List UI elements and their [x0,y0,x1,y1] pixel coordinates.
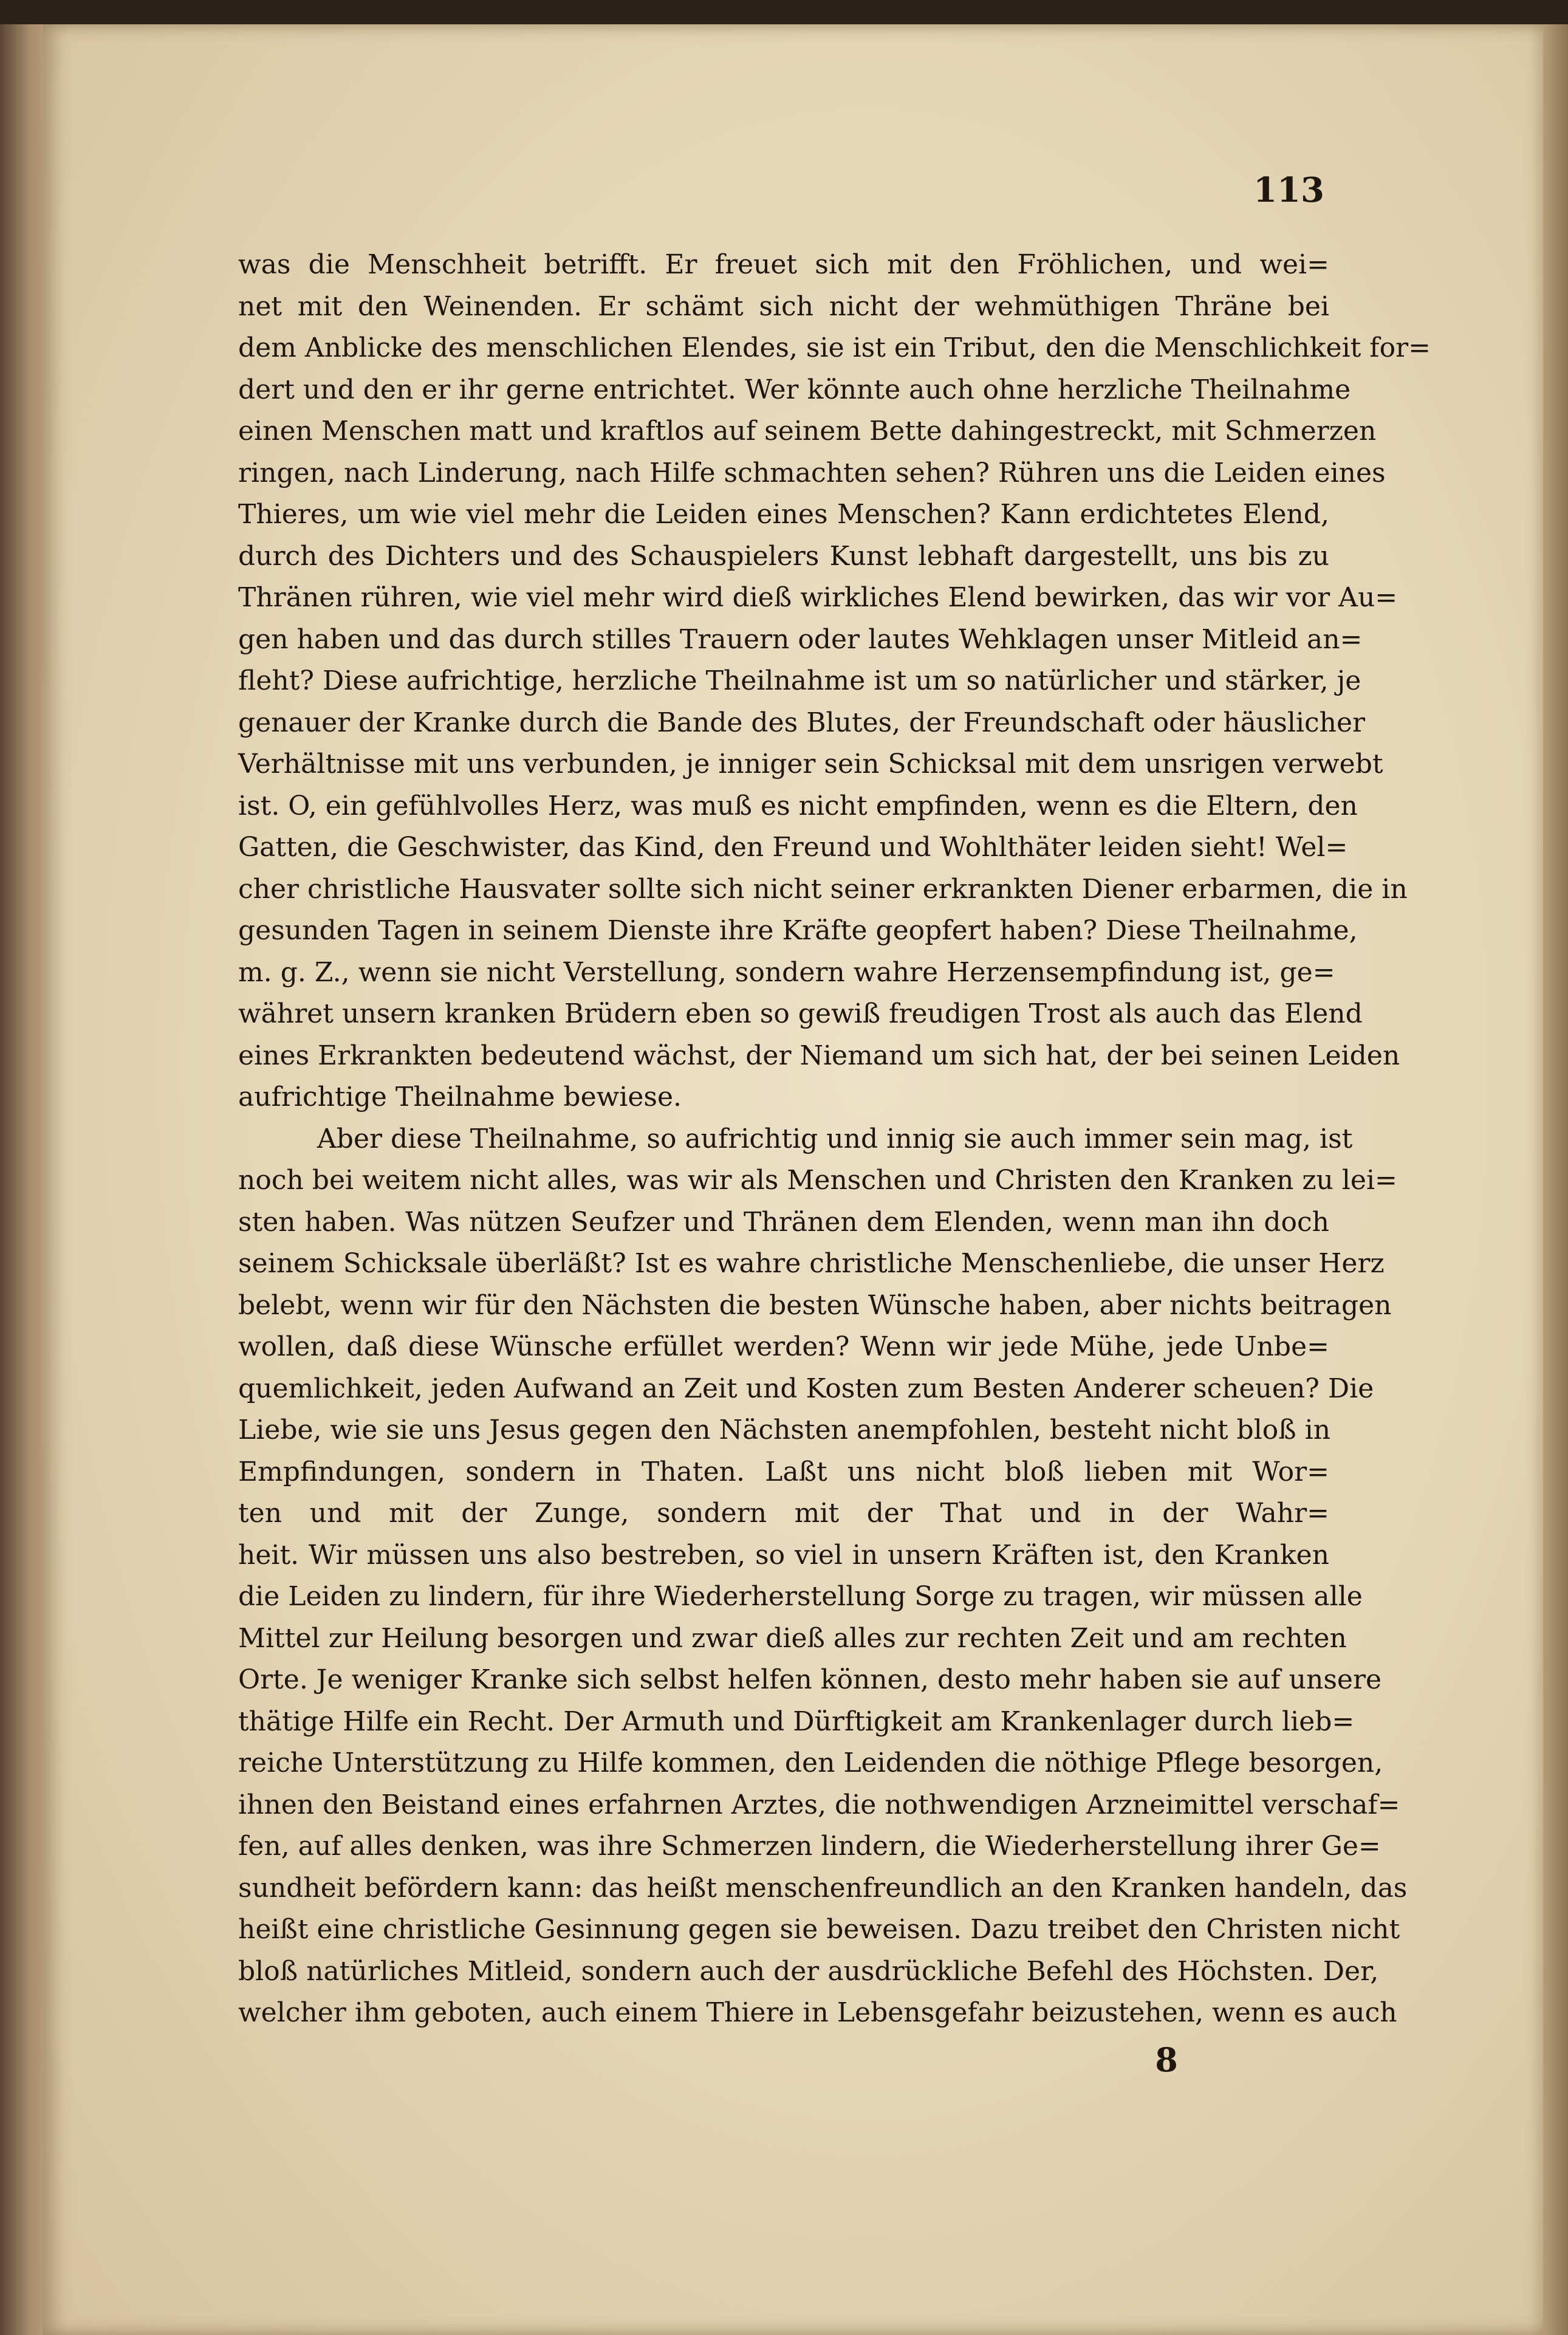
body-text [238,244,1431,2034]
text-line: Verhältnisse mit uns verbunden, je inniger sein Schicksal mit dem unsrigen verwebt [238,749,1383,780]
text-line: genauer der Kranke durch die Bande des Blutes, der Freundschaft oder häuslicher [238,707,1366,738]
text-line: aufrichtige Theilnahme bewiese. [238,1082,682,1113]
text-line: bloß natürliches Mitleid, sondern auch der ausdrückliche Befehl des Höchsten. Der, [238,1955,1379,1987]
text-line: Gatten, die Geschwister, das Kind, den Freund und Wohlthäter leiden sieht! Wel= [238,832,1348,863]
text-line: wollen, daß diese Wünsche erfüllet werden? Wenn wir jede Mühe, jede Unbe= [238,1331,1329,1362]
text-line: dert und den er ihr gerne entrichtet. Wer könnte auch ohne herzliche Theilnahme [238,374,1351,405]
text-line: was die Menschheit betrifft. Er freuet sich mit den Fröhlichen, und wei= [238,249,1329,280]
text-line: einen Menschen matt und kraftlos auf seinem Bette dahingestreckt, mit Schmerzen [238,416,1377,447]
page-number: 113 [1253,170,1324,210]
text-line: dem Anblicke des menschlichen Elendes, sie ist ein Tribut, den die Menschlichkeit for= [238,332,1431,363]
text-line: thätige Hilfe ein Recht. Der Armuth und Dürftigkeit am Krankenlager durch lieb= [238,1706,1355,1737]
text-line: ringen, nach Linderung, nach Hilfe schmachten sehen? Rühren uns die Leiden eines [238,457,1386,489]
text-line: gen haben und das durch stilles Trauern oder lautes Wehklagen unser Mitleid an= [238,623,1363,655]
text-line: Mittel zur Heilung besorgen und zwar dieß alles zur rechten Zeit und am rechten [238,1622,1347,1654]
text-line: Empfindungen, sondern in Thaten. Laßt uns nicht bloß lieben mit Wor= [238,1456,1329,1487]
text-line: ist. O, ein gefühlvolles Herz, was muß es nicht empfinden, wenn es die Eltern, den [238,790,1358,821]
text-line: Thränen rühren, wie viel mehr wird dieß wirkliches Elend bewirken, das wir vor Au= [238,582,1398,613]
text-line: cher christliche Hausvater sollte sich nicht seiner erkrankten Diener erbarmen, die in [238,873,1408,905]
text-line: m. g. Z., wenn sie nicht Verstellung, sondern wahre Herzensempfindung ist, ge= [238,956,1335,988]
text-line: die Leiden zu lindern, für ihre Wiederherstellung Sorge zu tragen, wir müssen alle [238,1581,1363,1612]
paragraph-start-line: Aber diese Theilnahme, so aufrichtig und innig sie auch immer sein mag, ist [317,1123,1353,1154]
text-line: eines Erkrankten bedeutend wächst, der Niemand um sich hat, der bei seinen Leiden [238,1040,1400,1071]
text-line: sundheit befördern kann: das heißt menschenfreundlich an den Kranken handeln, das [238,1872,1408,1904]
text-line: noch bei weitem nicht alles, was wir als Menschen und Christen den Kranken zu lei= [238,1165,1397,1196]
text-line: net mit den Weinenden. Er schämt sich nicht der wehmüthigen Thräne bei [238,290,1329,322]
text-line: Liebe, wie sie uns Jesus gegen den Nächsten anempfohlen, besteht nicht bloß in [238,1414,1331,1445]
text-line: gesunden Tagen in seinem Dienste ihre Kräfte geopfert haben? Diese Theilnahme, [238,915,1358,946]
text-line: reiche Unterstützung zu Hilfe kommen, den Leidenden die nöthige Pflege besorgen, [238,1747,1383,1778]
text-line: sten haben. Was nützen Seufzer und Thränen dem Elenden, wenn man ihn doch [238,1206,1329,1238]
text-line: welcher ihm geboten, auch einem Thiere in Lebensgefahr beizustehen, wenn es auch [238,1997,1397,2028]
text-line: seinem Schicksale überläßt? Ist es wahre christliche Menschenliebe, die unser Herz [238,1248,1385,1279]
text-line: belebt, wenn wir für den Nächsten die besten Wünsche haben, aber nichts beitragen [238,1289,1392,1321]
text-line: Thieres, um wie viel mehr die Leiden eines Menschen? Kann erdichtetes Elend, [238,499,1329,530]
text-line: heißt eine christliche Gesinnung gegen sie beweisen. Dazu treibet den Christen nicht [238,1914,1400,1945]
page-right-edge [1543,24,1568,2335]
text-line: fleht? Diese aufrichtige, herzliche Theilnahme ist um so natürlicher und stärker, je [238,665,1361,696]
text-line: quemlichkeit, jeden Aufwand an Zeit und Kosten zum Besten Anderer scheuen? Die [238,1373,1374,1404]
text-line: währet unsern kranken Brüdern eben so gewiß freudigen Trost als auch das Elend [238,998,1363,1029]
text-line: ten und mit der Zunge, sondern mit der That und in der Wahr= [238,1498,1329,1529]
text-line: fen, auf alles denken, was ihre Schmerzen lindern, die Wiederherstellung ihrer Ge= [238,1831,1381,1862]
signature-mark: 8 [1155,2040,1178,2079]
text-line: ihnen den Beistand eines erfahrnen Arztes, die nothwendigen Arzneimittel verschaf= [238,1789,1400,1820]
text-line: Orte. Je weniger Kranke sich selbst helfen können, desto mehr haben sie auf unsere [238,1664,1382,1695]
text-line: durch des Dichters und des Schauspielers Kunst lebhaft dargestellt, uns bis zu [238,540,1329,572]
text-line: heit. Wir müssen uns also bestreben, so viel in unsern Kräften ist, den Kranken [238,1539,1329,1571]
